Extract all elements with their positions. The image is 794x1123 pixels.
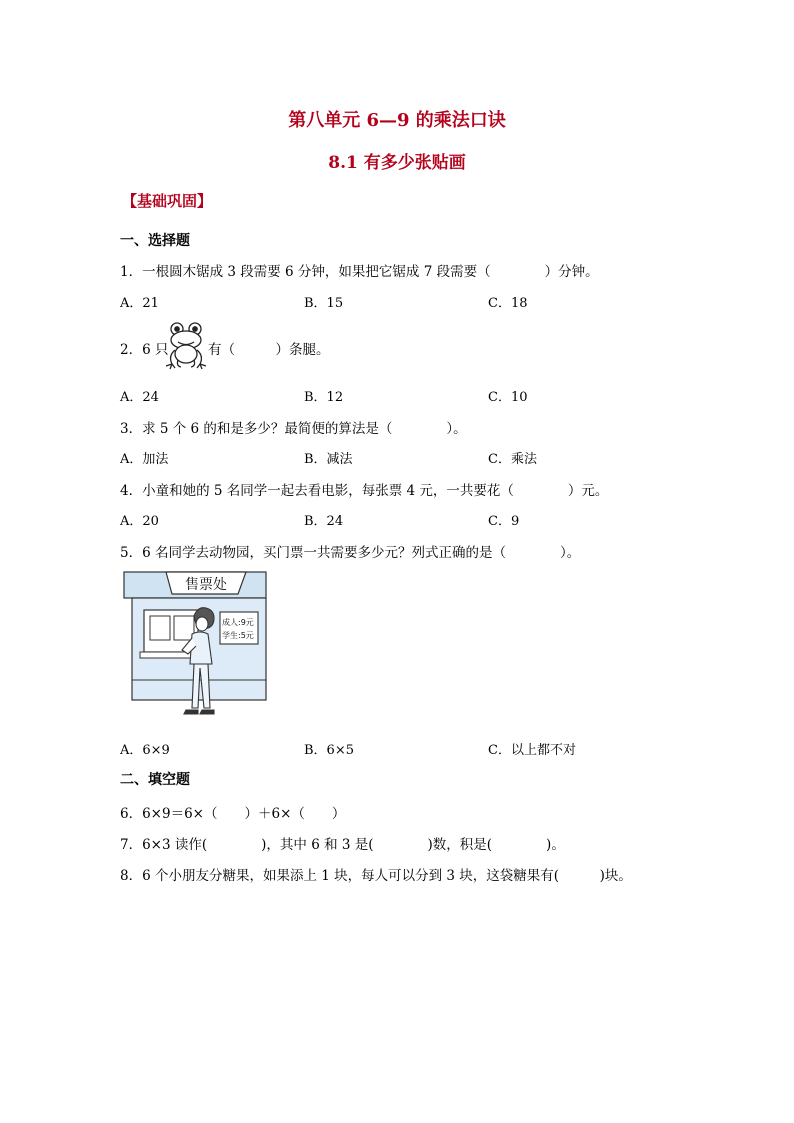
frog-icon	[164, 320, 208, 370]
section-label: 【基础巩固】	[122, 192, 213, 210]
ticket-booth-illustration	[120, 568, 270, 718]
question-2-after: 有（ ）条腿。	[208, 342, 330, 358]
q3-option-c: C．乘法	[488, 452, 537, 467]
q5-option-c: C．以上都不对	[488, 743, 576, 758]
question-8: 8．6 个小朋友分糖果，如果添上 1 块，每人可以分到 3 块，这袋糖果有( )块。	[120, 868, 632, 884]
question-5: 5．6 名同学去动物园，买门票一共需要多少元？列式正确的是（ ）。	[120, 545, 581, 561]
q4-option-a: A．20	[120, 514, 159, 529]
q1-option-c: C．18	[488, 296, 528, 311]
q1-option-b: B．15	[304, 296, 344, 311]
q1-option-a: A．21	[120, 296, 159, 311]
q2-option-b: B．12	[304, 390, 344, 405]
q3-option-b: B．减法	[304, 452, 353, 467]
price-adult: 成人:9元	[222, 618, 254, 627]
q3-option-a: A．加法	[120, 452, 169, 467]
part1-heading: 一、选择题	[120, 233, 190, 249]
q2-option-a: A．24	[120, 390, 159, 405]
lesson-subtitle: 8.1 有多少张贴画	[328, 153, 466, 173]
part2-heading: 二、填空题	[120, 772, 190, 788]
question-7: 7．6×3 读作( )，其中 6 和 3 是( )数，积是( )。	[120, 837, 565, 853]
booth-sign-text: 售票处	[185, 577, 227, 593]
price-student: 学生:5元	[222, 631, 254, 640]
question-4: 4．小童和她的 5 名同学一起去看电影，每张票 4 元，一共要花（ ）元。	[120, 483, 609, 499]
q5-option-a: A．6×9	[120, 743, 170, 758]
question-1: 1．一根圆木锯成 3 段需要 6 分钟，如果把它锯成 7 段需要（ ）分钟。	[120, 264, 599, 280]
q5-option-b: B．6×5	[304, 743, 354, 758]
question-6: 6．6×9＝6×（ ）＋6×（ ）	[120, 806, 346, 822]
question-2-before: 2．6 只	[120, 342, 169, 358]
q4-option-c: C．9	[488, 514, 520, 529]
q4-option-b: B．24	[304, 514, 344, 529]
question-3: 3．求 5 个 6 的和是多少？最简便的算法是（ ）。	[120, 421, 467, 437]
q2-option-c: C．10	[488, 390, 528, 405]
page-title: 第八单元 6—9 的乘法口诀	[288, 110, 506, 131]
